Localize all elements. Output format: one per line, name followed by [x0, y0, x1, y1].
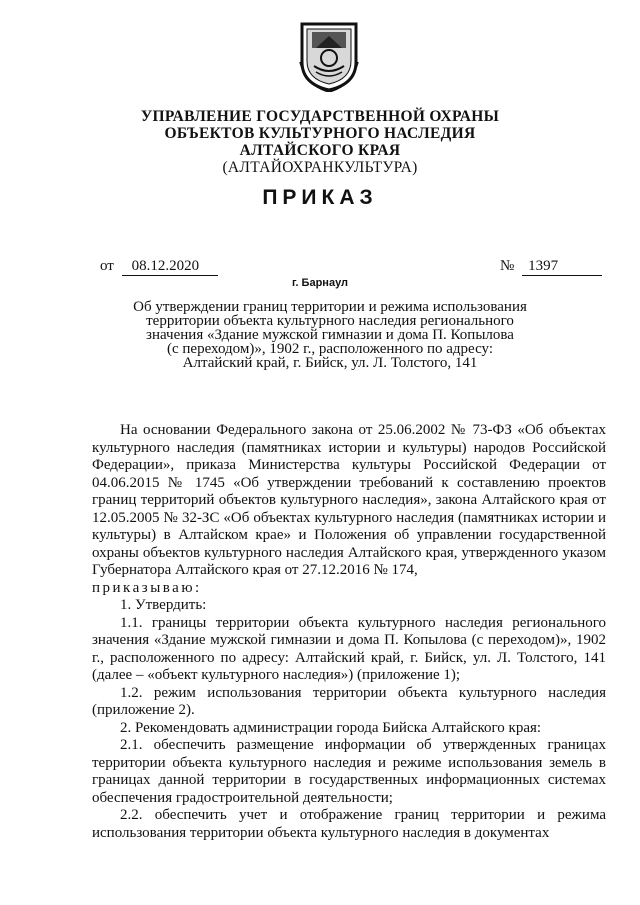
order-word: приказываю:: [92, 579, 202, 596]
number-value: 1397: [522, 258, 602, 276]
clause-2: 2. Рекомендовать администрации города Бийска Алтайского края:: [120, 719, 542, 736]
header-line-1: УПРАВЛЕНИЕ ГОСУДАРСТВЕННОЙ ОХРАНЫ: [140, 108, 500, 125]
header-line-3: АЛТАЙСКОГО КРАЯ: [239, 142, 401, 159]
subject-line-2: территории объекта культурного наследия регионального: [146, 313, 514, 329]
clause-1-1: 1.1. границы территории объекта культурного наследия регионального значения «Здание мужской гимназии и дома П. Копылова (с переходом)», 1902 г., расположенного по адресу: Алтайский край, г. Бийск, ул. Л. Толстого, 141 (далее – «объект культурного наследия») (приложение 1);: [92, 614, 606, 683]
date-prefix: от: [100, 258, 114, 274]
clause-1: 1. Утвердить:: [120, 597, 207, 613]
date-value: 08.12.2020: [122, 258, 218, 276]
clause-1-2: 1.2. режим использования территории объекта культурного наследия (приложение 2).: [92, 684, 606, 718]
header-line-2: ОБЪЕКТОВ КУЛЬТУРНОГО НАСЛЕДИЯ: [164, 125, 476, 142]
clause-2-2: 2.2. обеспечить учет и отображение границ территории и режима использования территории объекта культурного наследия в документах: [92, 807, 606, 841]
preamble-paragraph: На основании Федерального закона от 25.06.2002 № 73-ФЗ «Об объектах культурного наследия (памятниках истории и культуры) народов Российской Федерации», приказа Министерства культуры Российской Федерации от 04.06.2015 № 1745 «Об утверждении требований к составлению проектов границ территорий объектов культурного наследия», закона Алтайского края от 12.05.2005 № 32-ЗС «Об объектах культурного наследия (памятниках истории и культуры) в Алтайском крае» и Положения об управлении государственной охраны объектов культурного наследия Алтайского края, утвержденного указом Губернатора Алтайского края от 27.12.2016 № 174,: [92, 422, 606, 578]
agency-header: [0, 108, 640, 176]
document-title: ПРИКАЗ: [262, 186, 378, 209]
subject-line-1: Об утверждении границ территории и режима использования: [133, 299, 527, 315]
coat-of-arms-icon: [298, 18, 360, 92]
number-prefix: №: [500, 258, 515, 274]
order-date: [100, 258, 218, 276]
order-city: г. Барнаул: [291, 277, 349, 289]
header-line-4: (АЛТАЙОХРАНКУЛЬТУРА): [222, 159, 418, 176]
order-body: [92, 422, 606, 842]
subject-line-5: Алтайский край, г. Бийск, ул. Л. Толстого, 141: [182, 355, 478, 371]
order-number: [500, 258, 602, 276]
order-subject: [130, 300, 530, 370]
clause-2-1: 2.1. обеспечить размещение информации об утвержденных границах территории объекта культурного наследия и режиме использования земель в границах данной территории в государственных информационных системах обеспечения градостроительной деятельности;: [92, 737, 606, 806]
subject-line-4: (с переходом)», 1902 г., расположенного по адресу:: [166, 341, 494, 357]
subject-line-3: значения «Здание мужской гимназии и дома П. Копылова: [146, 327, 514, 343]
